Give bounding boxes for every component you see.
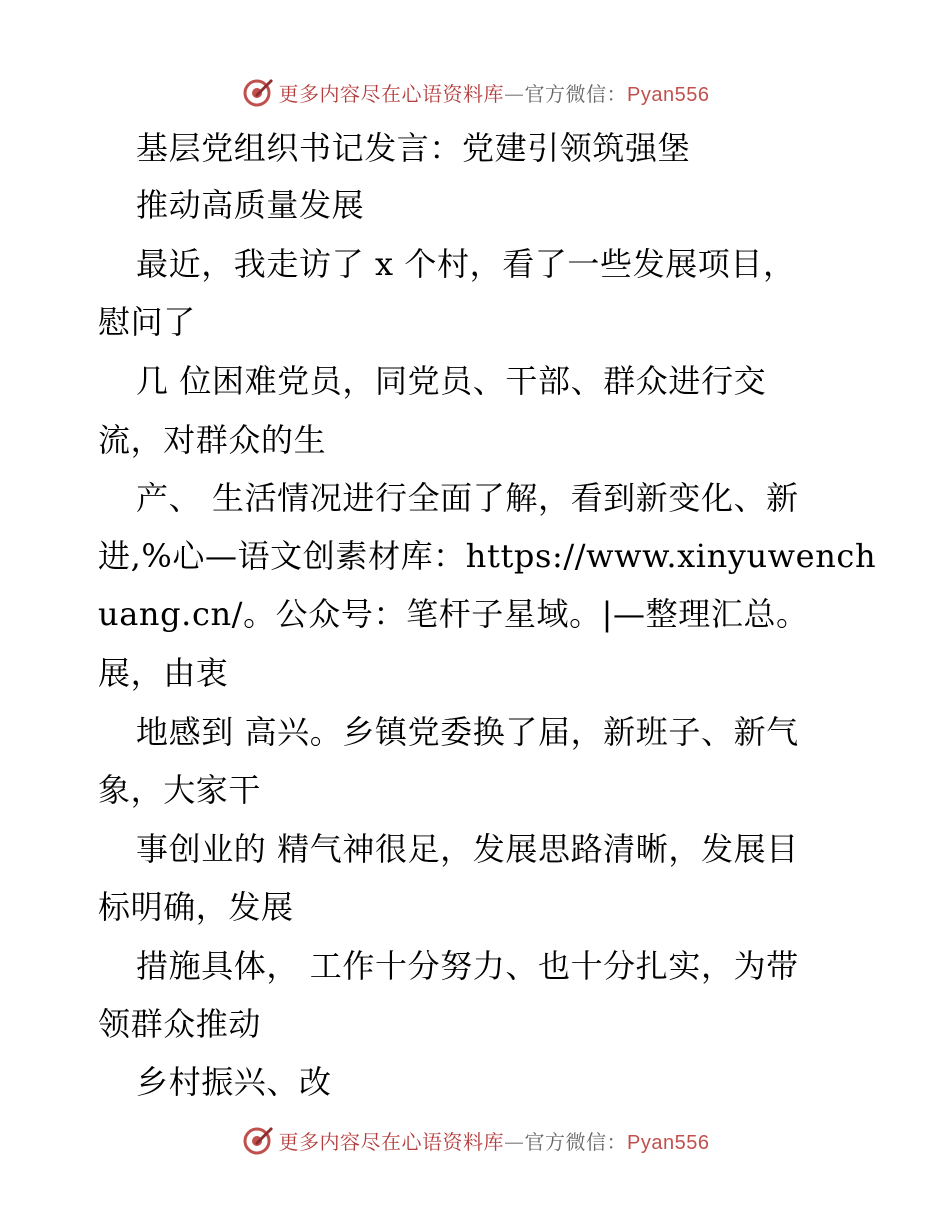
paragraph-line: 象，大家干 bbox=[98, 771, 262, 809]
paragraph-line: 标明确，发展 bbox=[98, 888, 294, 926]
pen-logo-icon bbox=[241, 1123, 275, 1157]
paragraph-line: 几 位困难党员，同党员、干部、群众进行交 bbox=[136, 362, 767, 400]
paragraph-line: 领群众推动 bbox=[98, 1005, 262, 1043]
header-banner-text: 更多内容尽在心语资料库—官方微信：Pyan556 bbox=[278, 81, 710, 106]
paragraph-line: 进,%心—语文创素材库：https://www.xinyuwench bbox=[98, 537, 877, 575]
document-subtitle: 推动高质量发展 bbox=[136, 186, 365, 224]
paragraph-line: 地感到 高兴。乡镇党委换了届，新班子、新气 bbox=[136, 713, 799, 751]
footer-banner-text: 更多内容尽在心语资料库—官方微信：Pyan556 bbox=[278, 1129, 710, 1154]
paragraph-line: uang.cn/。公众号：笔杆子星域。|—整理汇总。 bbox=[98, 595, 809, 633]
paragraph-line: 慰问了 bbox=[98, 303, 196, 341]
paragraph-line: 乡村振兴、改 bbox=[136, 1063, 332, 1101]
paragraph-line: 措施具体， 工作十分努力、也十分扎实，为带 bbox=[136, 947, 799, 985]
footer-banner bbox=[0, 1120, 950, 1160]
paragraph-line: 流，对群众的生 bbox=[98, 421, 327, 459]
paragraph-line: 产、 生活情况进行全面了解，看到新变化、新 bbox=[136, 479, 799, 517]
paragraph-line: 事创业的 精气神很足，发展思路清晰，发展目 bbox=[136, 830, 799, 868]
document-title: 基层党组织书记发言：党建引领筑强堡 bbox=[136, 129, 691, 167]
paragraph-line: 最近，我走访了 x 个村，看了一些发展项目， bbox=[136, 245, 796, 283]
paragraph-line: 展，由衷 bbox=[98, 654, 229, 692]
